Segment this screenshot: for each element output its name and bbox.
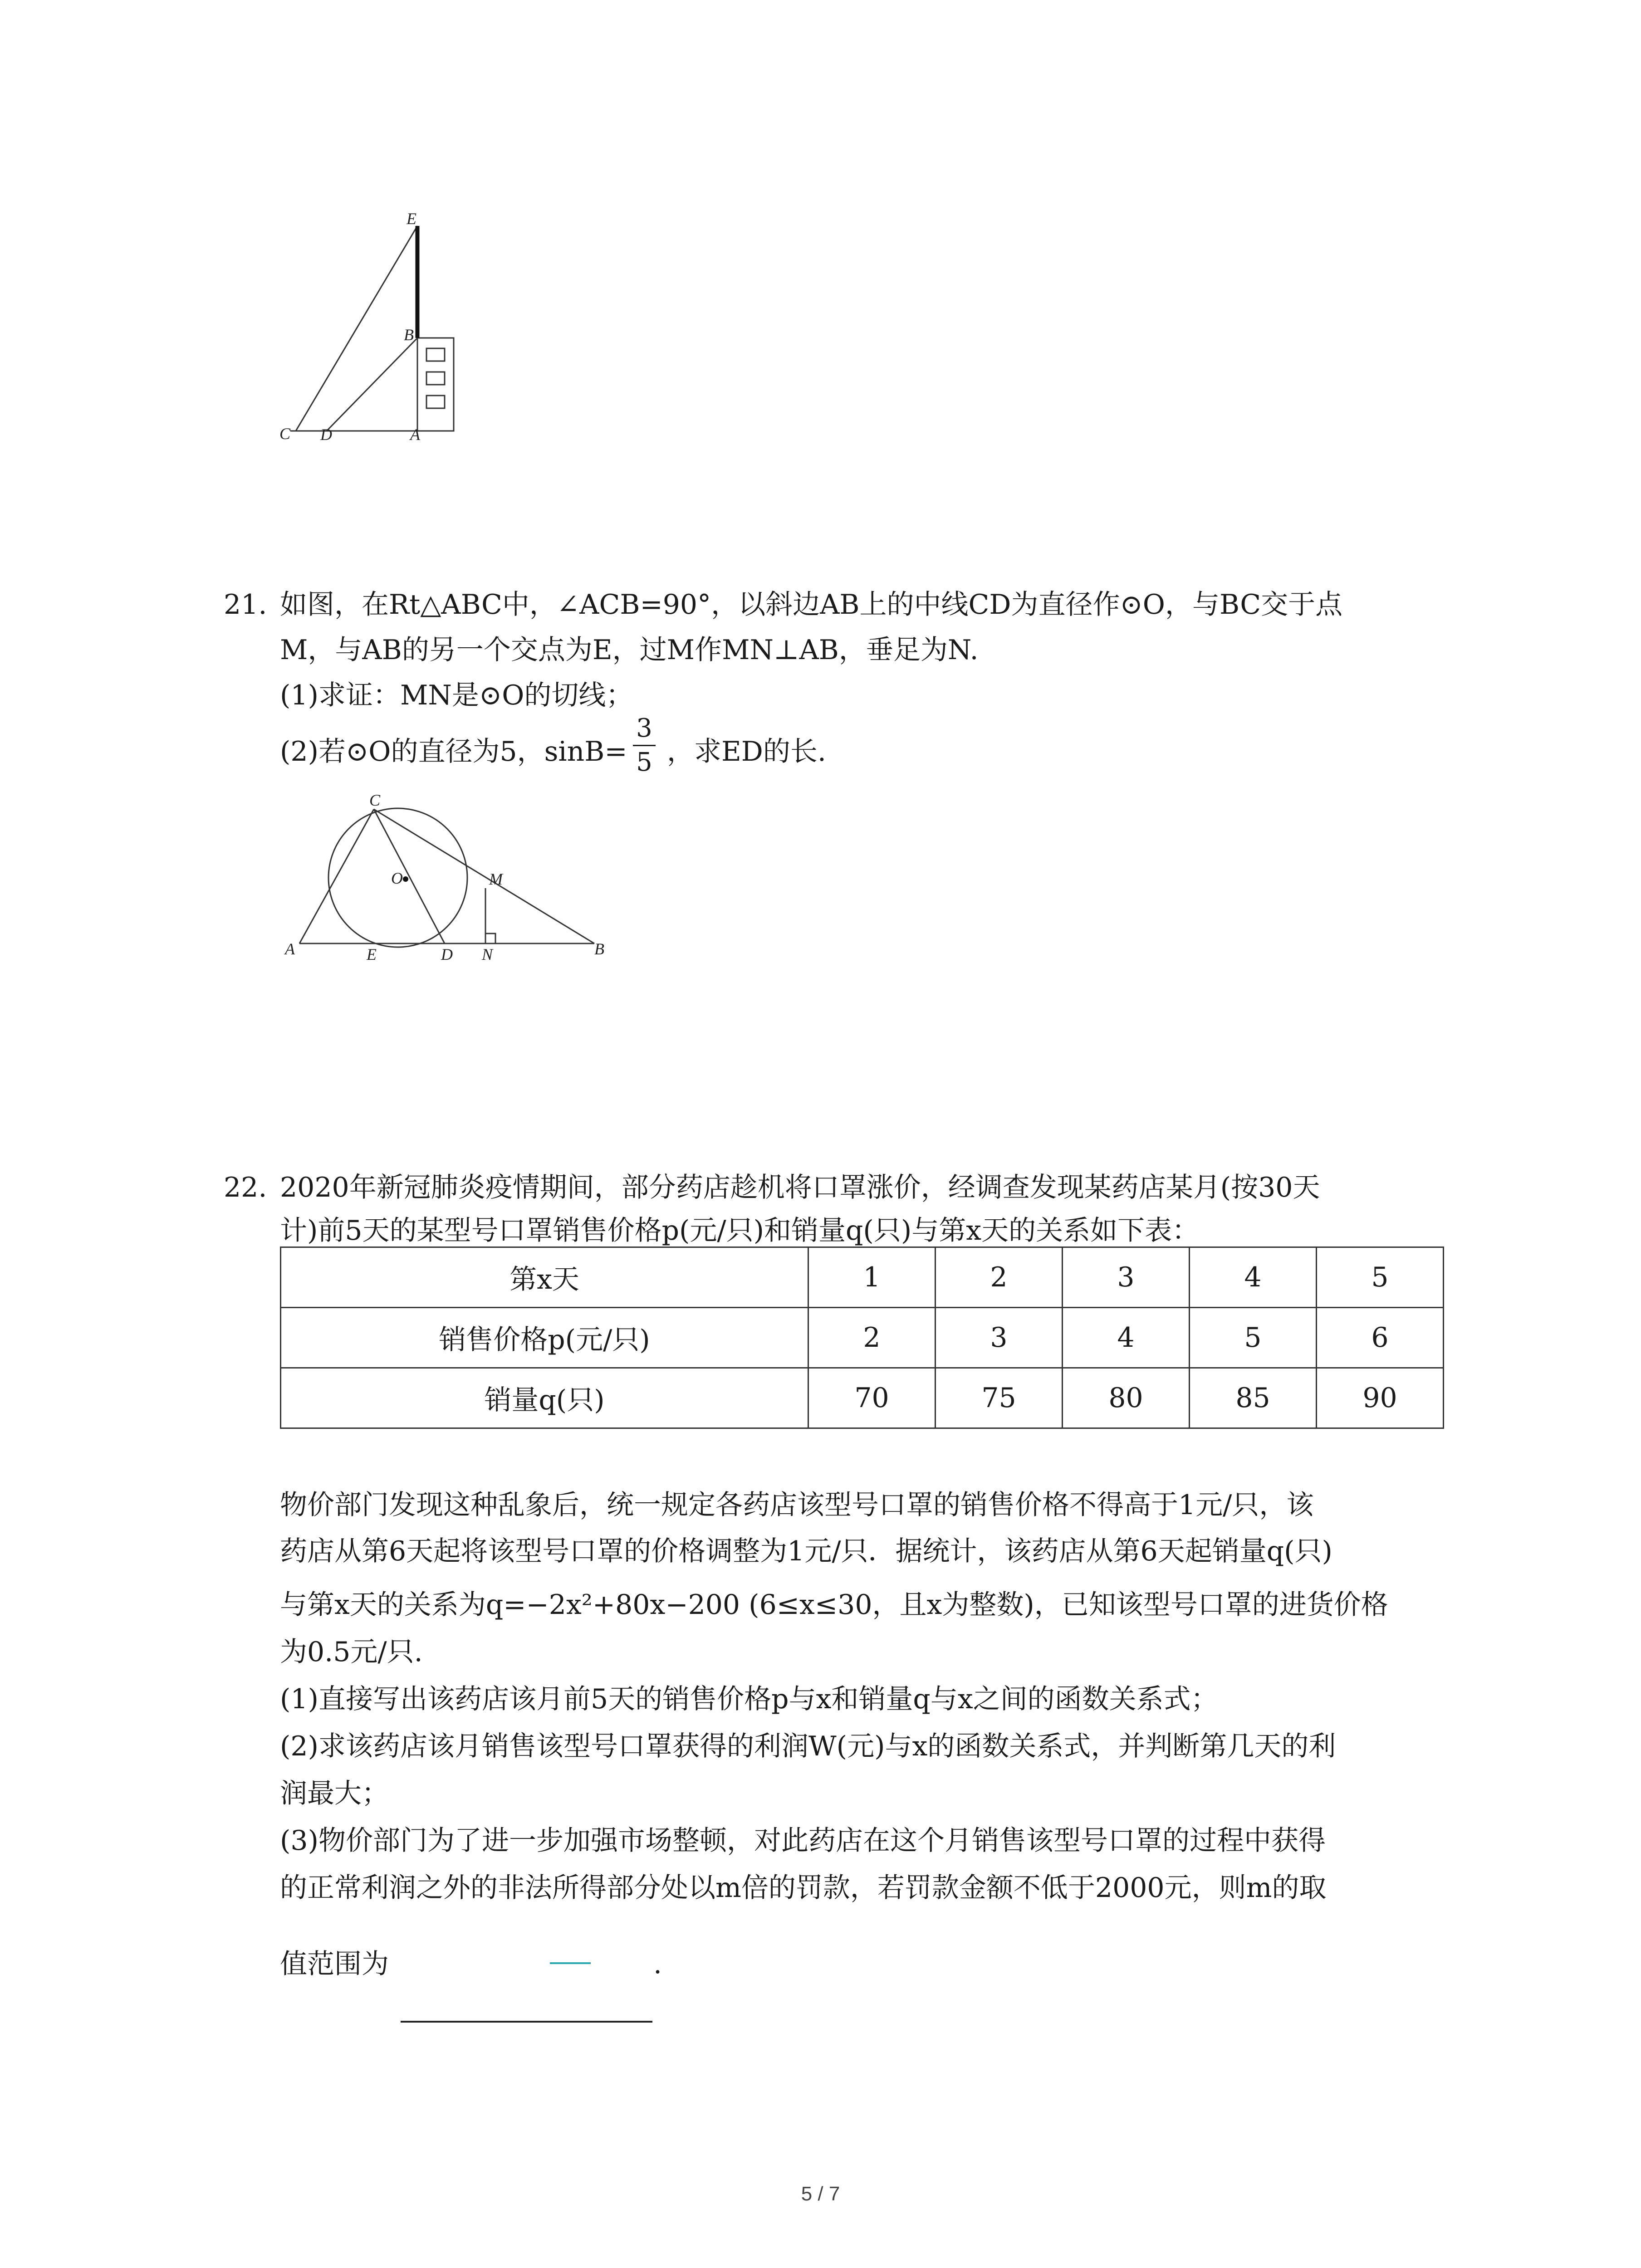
- fraction-numerator: 3: [636, 714, 652, 743]
- question-22-sub3-b: 的正常利润之外的非法所得部分处以m倍的罚款，若罚款金额不低于2000元，则m的取: [280, 1872, 1327, 1904]
- window: [426, 396, 445, 408]
- table-cell: 3: [1063, 1247, 1190, 1308]
- table-cell: 90: [1317, 1368, 1444, 1428]
- table-cell: 4: [1063, 1308, 1190, 1368]
- label-m: M: [489, 870, 503, 888]
- question-22-text-line2: 计)前5天的某型号口罩销售价格p(元/只)和销量q(只)与第x天的关系如下表：: [280, 1215, 1200, 1246]
- table-cell: 2: [936, 1247, 1063, 1308]
- page-number: 5 / 7: [801, 2183, 840, 2205]
- line-cb: [374, 809, 594, 943]
- table-cell: 6: [1317, 1308, 1444, 1368]
- table-cell: 3: [936, 1308, 1063, 1368]
- question-22-sub3-a: (3)物价部门为了进一步加强市场整顿，对此药店在这个月销售该型号口罩的过程中获得: [280, 1825, 1326, 1857]
- question-22-sub3-c: 值范围为: [280, 1948, 389, 1980]
- table-cell: 5: [1190, 1308, 1317, 1368]
- window: [426, 348, 445, 361]
- table-row: [281, 1247, 1444, 1308]
- label-n: N: [482, 945, 493, 963]
- question-22-sub2-a: (2)求该药店该月销售该型号口罩获得的利润W(元)与x的函数关系式，并判断第几天的利: [280, 1730, 1336, 1762]
- question-21-text-line1: 如图，在Rt△ABC中，∠ACB=90°，以斜边AB上的中线CD为直径作⊙O，与BC交于点: [280, 589, 1343, 621]
- fraction-three-fifths: [628, 715, 660, 776]
- fraction-denominator: 5: [636, 748, 652, 777]
- question-22-para1: 物价部门发现这种乱象后，统一规定各药店该型号口罩的销售价格不得高于1元/只，该: [280, 1489, 1314, 1521]
- label-o: O: [391, 869, 403, 887]
- label-d: D: [441, 945, 453, 963]
- price-sales-table: [280, 1246, 1444, 1429]
- question-21-part2-b: ，求ED的长.: [667, 736, 826, 767]
- line-cd: [374, 809, 445, 943]
- label-c: C: [279, 425, 291, 443]
- table-cell: 70: [808, 1368, 936, 1428]
- label-e: E: [407, 210, 416, 228]
- table-cell: 4: [1190, 1247, 1317, 1308]
- line-db: [327, 338, 417, 431]
- right-angle-mark: [485, 934, 495, 943]
- answer-cursor-mark: [550, 1962, 591, 1964]
- label-e: E: [367, 945, 377, 963]
- table-row: [281, 1368, 1444, 1428]
- table-cell: 1: [808, 1247, 936, 1308]
- question-21-part1: (1)求证：MN是⊙O的切线；: [280, 679, 633, 711]
- question-21-text-line2: M，与AB的另一个交点为E，过M作MN⊥AB，垂足为N.: [280, 634, 979, 666]
- question-21-part2-a: (2)若⊙O的直径为5，sinB=: [280, 736, 627, 767]
- fraction-bar: [633, 745, 656, 746]
- question-22-sub2-b: 润最大；: [280, 1778, 389, 1809]
- question-22-para2: 药店从第6天起将该型号口罩的价格调整为1元/只．据统计，该药店从第6天起销量q(只): [280, 1535, 1332, 1567]
- row-header: 第x天: [281, 1247, 808, 1308]
- center-dot: [403, 876, 408, 882]
- label-b: B: [594, 940, 604, 958]
- answer-blank-line[interactable]: [401, 2021, 652, 2023]
- figure-20-diagram: [263, 209, 472, 463]
- label-a: A: [410, 425, 420, 444]
- label-d: D: [320, 425, 332, 444]
- row-header: 销售价格p(元/只): [281, 1308, 808, 1368]
- question-22-para3: 与第x天的关系为q=−2x²+80x−200 (6≤x≤30，且x为整数)，已知该型号口罩的进货价格: [280, 1589, 1388, 1621]
- question-22-end-period: .: [653, 1948, 662, 1980]
- table-cell: 85: [1190, 1368, 1317, 1428]
- question-22-para4: 为0.5元/只.: [280, 1636, 423, 1668]
- question-22-sub1: (1)直接写出该药店该月前5天的销售价格p与x和销量q与x之间的函数关系式；: [280, 1683, 1218, 1715]
- table-cell: 80: [1063, 1368, 1190, 1428]
- question-22-text-line1: 2020年新冠肺炎疫情期间，部分药店趁机将口罩涨价，经调查发现某药店某月(按30天: [280, 1172, 1320, 1203]
- question-21-number: 21.: [224, 589, 267, 621]
- window: [426, 372, 445, 385]
- table-row: [281, 1308, 1444, 1368]
- question-22-number: 22.: [224, 1172, 267, 1203]
- line-ac: [299, 809, 374, 943]
- table-cell: 75: [936, 1368, 1063, 1428]
- figure-21-diagram: [272, 789, 617, 980]
- row-header: 销量q(只): [281, 1368, 808, 1428]
- label-a: A: [285, 940, 295, 958]
- table-cell: 2: [808, 1308, 936, 1368]
- label-b: B: [404, 326, 414, 344]
- label-c: C: [369, 791, 381, 809]
- table-cell: 5: [1317, 1247, 1444, 1308]
